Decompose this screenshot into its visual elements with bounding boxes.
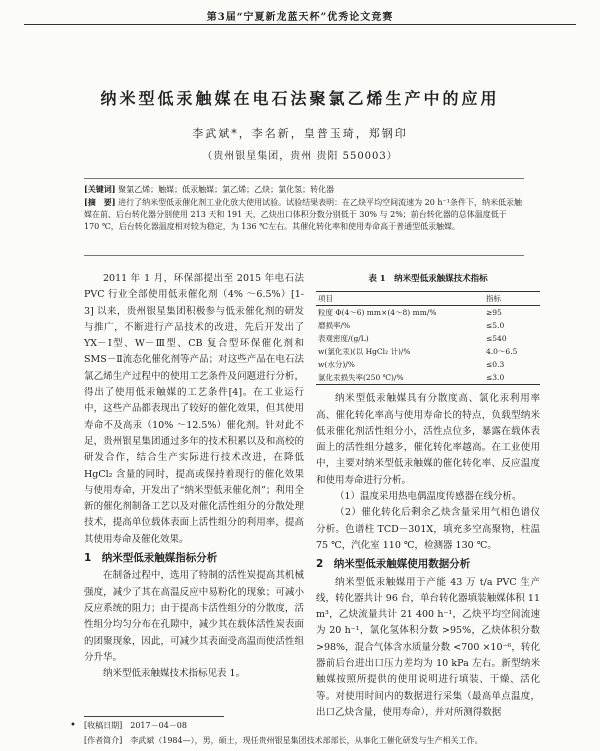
- affiliation: （贵州银星集团，贵州 贵阳 550003）: [202, 151, 398, 162]
- table-cell: 氯化汞损失率(250 ℃)/%: [318, 373, 404, 383]
- bullet-icon: •: [70, 720, 76, 731]
- table-row: [316, 345, 540, 358]
- table-title: 表 1 纳米型低汞触媒技术指标: [368, 274, 488, 284]
- paper-title: 纳米型低汞触媒在电石法聚氯乙烯生产中的应用: [100, 89, 500, 108]
- table-cell: 磨损率/%: [318, 321, 351, 331]
- table-cell: 表观密度/(g/L): [318, 334, 369, 344]
- table-cell: 4.0～6.5: [486, 347, 518, 357]
- table-row: [316, 319, 540, 332]
- table-reference: 纳米型低汞触媒技术指标见表 1。: [103, 668, 246, 680]
- abstract: [84, 196, 524, 233]
- table-row: [316, 358, 540, 371]
- table-cell: w(氯化汞)(以 HgCl₂ 计)/%: [318, 347, 411, 357]
- right-paragraph-1: 纳米型低汞触媒具有分散度高、氯化汞利用率高、催化转化率高与使用寿命长的特点，负载型纳米低汞催化剂活性组分小，活性点位多，暴露在载体表面上的活性组分越多，催化转化率越高。在工业使用中，主要对纳米型低汞触媒的催化转化率、反应温度和使用寿命进行分析。: [316, 393, 540, 486]
- authors: 李武斌*，李名新，皇普玉琦，郑钢印: [192, 127, 408, 140]
- table-header-item: 项目: [318, 294, 333, 304]
- footnote-rule: [84, 716, 224, 717]
- table-cell: ≤540: [486, 334, 507, 344]
- abstract-text: 进行了纳米型低汞催化剂工业化放大使用试验。试验结果表明：在乙炔平均空间流速为 20 h⁻¹条件下，纳米低汞触媒在前、后台转化器分别使用 213 天和 191 天，乙炔出口体积分数分别低于 30% 与 2%；前台转化器的总体温度低于 170 ℃，后台转化器温度相对较为稳定，为 136 ℃左右。其催化转化率和使用寿命高于普通型低汞触媒。: [84, 198, 522, 231]
- table-cell: ≤0.3: [486, 360, 505, 370]
- journal-header: 第3届“宁夏新龙蓝天杯”优秀论文竞赛: [206, 12, 394, 23]
- section-2-paragraph: 纳米型低汞触媒用于产能 43 万 t/a PVC 生产线，转化器共计 96 台，单台转化器填装触媒体积 11 m³，乙炔流量共计 21 400 h⁻¹，乙炔平均空间流速为 20 h⁻¹，氯化氢体积分数 >95%，乙炔体积分数 >98%，混合气体含水质量分数 <700 ×10⁻⁶，转化器前后台进出口压力差均为 10 kPa 左右。新型纳米触媒按照所提供的使用说明进行填装、干燥、活化等。对使用时间内的数据进行采集（最高单点温度，出口乙炔含量，使用寿命），并对所测得数据: [316, 576, 540, 718]
- table-cell: ≤3.0: [486, 373, 505, 383]
- right-paragraph-2: （1）温度采用热电偶温度传感器在线分析。: [335, 491, 522, 503]
- left-column: [84, 271, 304, 682]
- abstract-label: [摘 要]: [84, 197, 116, 207]
- keywords-abstract-box: [84, 178, 524, 256]
- right-column: [316, 271, 540, 721]
- keywords: [84, 183, 524, 196]
- table-row: [316, 332, 540, 345]
- table-row: [316, 371, 540, 385]
- spec-table: [316, 291, 540, 385]
- section-1-paragraph: 在制备过程中，选用了特制的活性炭提高其机械强度，减少了其在高温反应中易粉化的现象；可减小反应系统的阻力；由于提高卡活性组分的分散度，活性组分均匀分布在孔隙中，减少其在载体活性炭表面的团聚现象，因此，可减少其表面受高温而使活性组分升华。: [84, 570, 304, 663]
- table-cell: ≤5.0: [486, 321, 505, 331]
- table-header-row: [316, 292, 540, 306]
- table-cell: 粒度 Φ(4～6) mm×(4～8) mm/%: [318, 308, 437, 318]
- table-cell: w(水分)/%: [318, 360, 355, 370]
- footnote-received: [收稿日期] 2017－04－08: [84, 721, 187, 730]
- section-1-heading: 1 纳米型低汞触媒指标分析: [84, 552, 218, 565]
- header-rule: [24, 24, 576, 25]
- footnote-author-bio: [作者简介] 李武斌（1984—），男，硕士，现任贵州银星集团技术部部长，从事化工催化研发与生产相关工作。: [84, 736, 483, 745]
- table-row: [316, 306, 540, 320]
- keywords-text: 聚氯乙烯；触媒；低汞触媒；氯乙烯；乙炔；氯化氢；转化器: [118, 185, 335, 194]
- table-cell: ≥95: [486, 308, 502, 318]
- right-paragraph-3: （2）催化转化后剩余乙炔含量采用气相色谱仪分析。色谱柱 TCD－301X，填充多空高聚物，柱温 75 ℃，汽化室 110 ℃，检测器 130 ℃。: [316, 507, 540, 551]
- table-header-value: 指标: [486, 294, 501, 304]
- keywords-label: [关键词]: [84, 184, 116, 194]
- section-2-heading: 2 纳米型低汞触媒使用数据分析: [316, 558, 471, 571]
- intro-paragraph: 2011 年 1 月，环保部提出至 2015 年电石法 PVC 行业全部使用低汞催化剂（4% ～6.5%）[1-3] 以来，贵州银星集团积极参与低汞催化剂的研发与推广，不断进行产品技术的改进，先后开发出了 YX－Ⅰ型、W－Ⅲ型、CB 复合型环保催化剂和 SMS－Ⅱ流态化催化剂等产品；对这些产品在电石法氯乙烯生产过程中的使用工艺条件及问题进行分析，得出了使用低汞触媒的工艺条件[4]。在工业运行中，这些产品都表现出了较好的催化效果，但其使用寿命不及高汞（10% ～12.5%）催化剂。针对此不足，贵州银星集团通过多年的技术积累以及和高校的研发合作，结合生产实际进行技术改进，在降低 HgCl₂ 含量的同时，提高或保持着现行的催化效果与使用寿命，开发出了“纳米型低汞催化剂”；利用全新的催化剂制备工艺以及对催化活性组分的分散处理技术，提高单位载体表面上活性组分的利用率，提高其使用寿命及催化效果。: [84, 273, 304, 545]
